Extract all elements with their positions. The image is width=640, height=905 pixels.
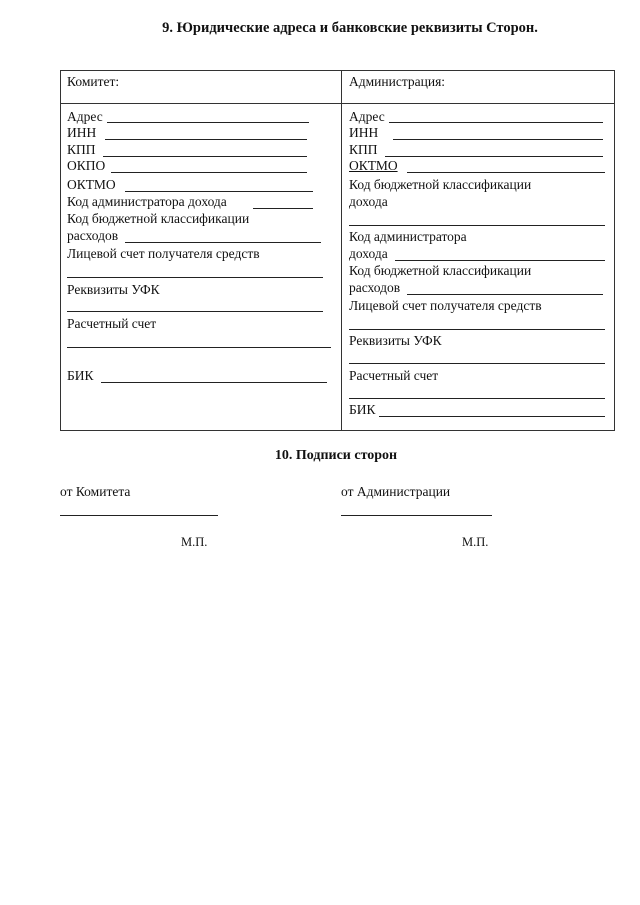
- committee-address-label: Адрес: [67, 109, 103, 124]
- admin-oktmo-line: [407, 172, 605, 173]
- admin-address-label: Адрес: [349, 109, 385, 124]
- requisites-table: [60, 70, 615, 431]
- committee-ufk-label: Реквизиты УФК: [67, 282, 160, 297]
- admin-admin-code-line: [395, 260, 605, 261]
- committee-bik-line: [101, 382, 327, 383]
- committee-oktmo-label: ОКТМО: [67, 177, 116, 192]
- committee-ufk-line: [67, 311, 323, 312]
- admin-admin-code-label-cont: дохода: [349, 246, 388, 261]
- committee-kpp-label: КПП: [67, 142, 96, 157]
- column-divider: [341, 71, 342, 430]
- committee-address-line: [107, 122, 309, 123]
- admin-bcc-income-label: Код бюджетной классификации: [349, 177, 532, 192]
- admin-bik-label: БИК: [349, 402, 376, 417]
- admin-inn-label: ИНН: [349, 125, 379, 140]
- admin-ufk-line: [349, 363, 605, 364]
- committee-personal-account-line: [67, 277, 323, 278]
- administration-stamp-mark: М.П.: [462, 535, 489, 549]
- committee-inn-line: [105, 139, 307, 140]
- committee-settlement-label: Расчетный счет: [67, 316, 157, 331]
- committee-bik-label: БИК: [67, 368, 94, 383]
- admin-address-line: [389, 122, 603, 123]
- committee-bcc-label: Код бюджетной классификации: [67, 211, 250, 226]
- admin-admin-code-label: Код администратора: [349, 229, 467, 244]
- admin-settlement-line: [349, 398, 605, 399]
- admin-oktmo-label: ОКТМО: [349, 158, 398, 173]
- committee-signature-label: от Комитета: [60, 484, 131, 499]
- committee-bcc-line: [125, 242, 321, 243]
- committee-kpp-line: [103, 156, 307, 157]
- admin-settlement-label: Расчетный счет: [349, 368, 439, 383]
- admin-bcc-income-line: [349, 225, 605, 226]
- admin-kpp-label: КПП: [349, 142, 378, 157]
- admin-kpp-line: [385, 156, 603, 157]
- committee-header: Комитет:: [67, 74, 120, 89]
- committee-stamp-mark: М.П.: [181, 535, 208, 549]
- committee-signature-line: [60, 515, 218, 516]
- admin-bik-line: [379, 416, 605, 417]
- committee-oktmo-line: [125, 191, 313, 192]
- admin-bcc-expenses-label-cont: расходов: [349, 280, 401, 295]
- committee-personal-account-label: Лицевой счет получателя средств: [67, 246, 260, 261]
- administration-header: Администрация:: [349, 74, 446, 89]
- committee-admin-income-label: Код администратора дохода: [67, 194, 227, 209]
- administration-signature-label: от Администрации: [341, 484, 451, 499]
- header-divider: [61, 103, 614, 104]
- admin-bcc-income-label-cont: дохода: [349, 194, 388, 209]
- admin-personal-account-label: Лицевой счет получателя средств: [349, 298, 542, 313]
- admin-personal-account-line: [349, 329, 605, 330]
- committee-inn-label: ИНН: [67, 125, 97, 140]
- admin-ufk-label: Реквизиты УФК: [349, 333, 442, 348]
- committee-bcc-label-cont: расходов: [67, 228, 119, 243]
- section-9-title: 9. Юридические адреса и банковские реквизиты Сторон.: [162, 20, 538, 36]
- section-10-title: 10. Подписи сторон: [274, 448, 398, 463]
- administration-signature-line: [341, 515, 492, 516]
- committee-okpo-line: [111, 172, 307, 173]
- admin-bcc-expenses-line: [407, 294, 603, 295]
- committee-okpo-label: ОКПО: [67, 158, 106, 173]
- committee-admin-income-line: [253, 208, 313, 209]
- committee-settlement-line: [67, 347, 331, 348]
- admin-inn-line: [393, 139, 603, 140]
- admin-bcc-expenses-label: Код бюджетной классификации: [349, 263, 532, 278]
